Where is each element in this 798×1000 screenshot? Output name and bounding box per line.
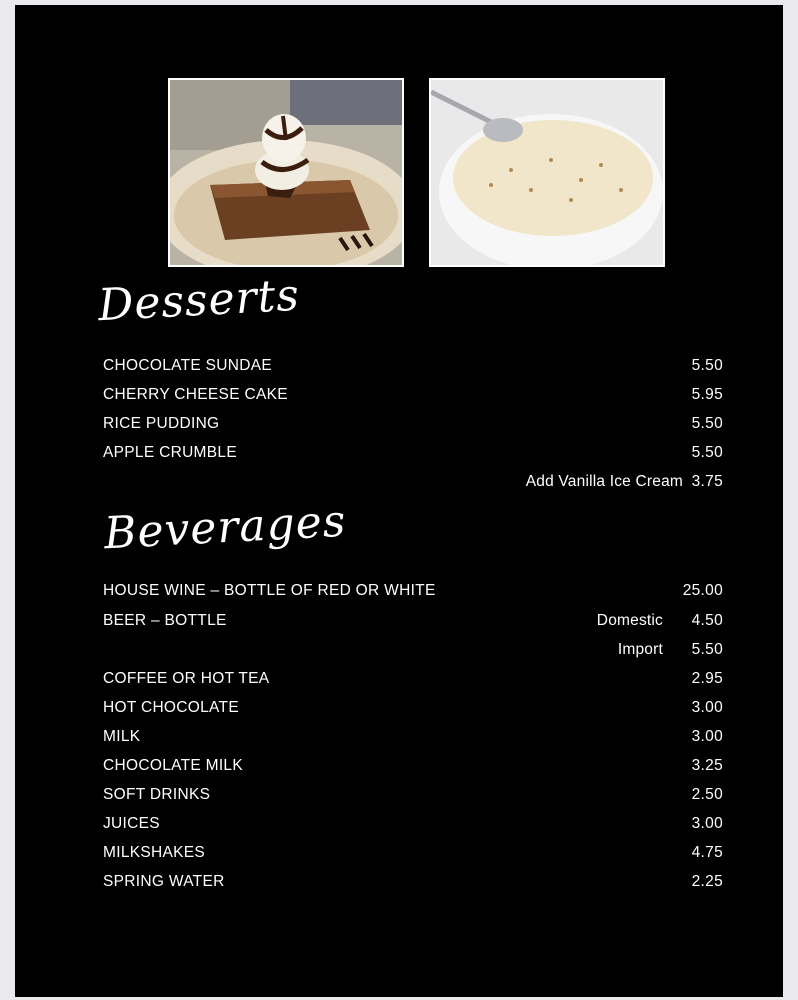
item-price: 2.50: [691, 786, 723, 803]
item-name: SPRING WATER: [103, 873, 225, 890]
item-price: 5.50: [691, 357, 723, 374]
item-name: JUICES: [103, 815, 160, 832]
brownie-sundae-photo: [168, 78, 404, 267]
addon-row: [103, 471, 723, 493]
beer-option-label: Import: [617, 641, 663, 658]
menu-item: [103, 726, 723, 748]
desserts-heading: Desserts: [96, 269, 302, 332]
addon-price: 3.75: [691, 473, 723, 490]
item-name: CHERRY CHEESE CAKE: [103, 386, 288, 403]
item-price: 4.50: [691, 612, 723, 629]
beer-option-label: Domestic: [596, 612, 663, 629]
menu-item: [103, 842, 723, 864]
item-name: CHOCOLATE SUNDAE: [103, 357, 273, 374]
item-price: 5.95: [691, 386, 723, 403]
item-price: 25.00: [682, 582, 723, 599]
item-price: 5.50: [691, 415, 723, 432]
item-price: 3.00: [691, 699, 723, 716]
menu-item: [103, 639, 723, 661]
item-name: MILK: [103, 728, 141, 745]
menu-item: [103, 697, 723, 719]
menu-item: [103, 755, 723, 777]
item-name: BEER – BOTTLE: [103, 612, 227, 629]
item-name: HOT CHOCOLATE: [103, 699, 239, 716]
menu-item: [103, 813, 723, 835]
item-price: 3.00: [691, 728, 723, 745]
item-price: 5.50: [691, 444, 723, 461]
menu-item: [103, 580, 723, 602]
menu-item: [103, 413, 723, 435]
rice-pudding-photo: [429, 78, 665, 267]
menu-item: [103, 384, 723, 406]
item-price: 4.75: [691, 844, 723, 861]
item-price: 5.50: [691, 641, 723, 658]
menu-item: [103, 784, 723, 806]
item-name: SOFT DRINKS: [103, 786, 211, 803]
menu-page: [15, 5, 783, 997]
beverages-heading: Beverages: [102, 495, 348, 560]
item-price: 3.25: [691, 757, 723, 774]
menu-item: [103, 355, 723, 377]
item-name: MILKSHAKES: [103, 844, 206, 861]
menu-item: [103, 668, 723, 690]
item-name: CHOCOLATE MILK: [103, 757, 243, 774]
item-price: 2.95: [691, 670, 723, 687]
item-price: 2.25: [691, 873, 723, 890]
addon-label: Add Vanilla Ice Cream: [525, 473, 683, 490]
item-name: APPLE CRUMBLE: [103, 444, 237, 461]
item-name: RICE PUDDING: [103, 415, 220, 432]
item-name: HOUSE WINE – BOTTLE OF RED OR WHITE: [103, 582, 436, 599]
menu-item: [103, 610, 723, 632]
menu-item: [103, 442, 723, 464]
item-name: COFFEE OR HOT TEA: [103, 670, 270, 687]
menu-item: [103, 871, 723, 893]
item-price: 3.00: [691, 815, 723, 832]
